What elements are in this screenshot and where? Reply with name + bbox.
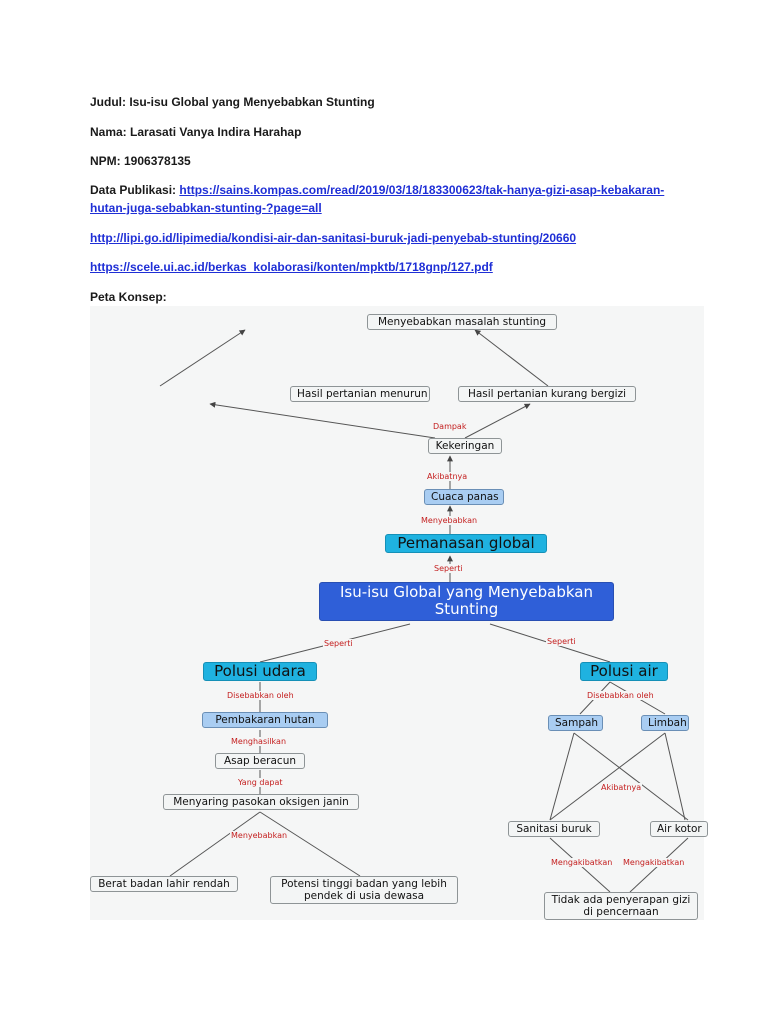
label-menghasilkan: Menghasilkan	[231, 737, 287, 746]
label-disebabkan-left: Disebabkan oleh	[227, 691, 294, 700]
node-kekeringan[interactable]: Kekeringan	[428, 438, 502, 454]
doc-title: Judul: Isu-isu Global yang Menyebabkan Stunting	[90, 95, 375, 109]
tidak-ada-line2: di pencernaan	[583, 906, 659, 919]
edge-kurangbergizi-to-masalah	[475, 330, 548, 386]
label-dampak: Dampak	[433, 422, 467, 431]
concept-map	[90, 306, 704, 920]
node-sanitasi-buruk[interactable]: Sanitasi buruk	[508, 821, 600, 837]
doc-author-name: Nama: Larasati Vanya Indira Harahap	[90, 125, 302, 139]
node-limbah[interactable]: Limbah	[641, 715, 689, 731]
concept-map-heading: Peta Konsep:	[90, 290, 167, 304]
source-link-kompas-cont[interactable]: hutan-juga-sebabkan-stunting-?page=all	[90, 201, 322, 215]
edge-menyaring-to-potensi	[260, 812, 360, 876]
doc-publication-line	[90, 183, 664, 197]
node-pembakaran-hutan[interactable]: Pembakaran hutan	[202, 712, 328, 728]
central-topic-line1: Isu-isu Global yang Menyebabkan	[339, 583, 594, 601]
label-seperti-left: Seperti	[324, 639, 353, 648]
edge-sampah-to-sanitasi	[550, 733, 574, 820]
node-tidak-ada-penyerapan[interactable]	[544, 892, 698, 920]
label-menyebabkan-top: Menyebabkan	[421, 516, 478, 525]
node-pemanasan-global[interactable]: Pemanasan global	[385, 534, 547, 553]
source-link-kompas[interactable]: https://sains.kompas.com/read/2019/03/18/183300623/tak-hanya-gizi-asap-kebakaran-	[179, 183, 665, 197]
node-asap-beracun[interactable]: Asap beracun	[215, 753, 305, 769]
label-disebabkan-right: Disebabkan oleh	[587, 691, 654, 700]
label-akibatnya-top: Akibatnya	[427, 472, 468, 481]
node-central-topic[interactable]	[319, 582, 614, 621]
central-topic-line2: Stunting	[434, 600, 499, 619]
node-potensi-tinggi-badan[interactable]	[270, 876, 458, 904]
edge-kekeringan-to-kurangbergizi	[465, 404, 530, 438]
node-cuaca-panas[interactable]: Cuaca panas	[424, 489, 504, 505]
potensi-line2: pendek di usia dewasa	[303, 890, 425, 903]
node-berat-badan-rendah[interactable]: Berat badan lahir rendah	[90, 876, 238, 892]
node-hasil-pertanian-kurang-bergizi[interactable]: Hasil pertanian kurang bergizi	[458, 386, 636, 402]
potensi-line1: Potensi tinggi badan yang lebih	[281, 878, 447, 890]
node-sampah[interactable]: Sampah	[548, 715, 603, 731]
node-menyaring-oksigen[interactable]: Menyaring pasokan oksigen janin	[163, 794, 359, 810]
node-polusi-air[interactable]: Polusi air	[580, 662, 668, 681]
source-link-lipi[interactable]: http://lipi.go.id/lipimedia/kondisi-air-dan-sanitasi-buruk-jadi-penyebab-stunting/20660	[90, 231, 577, 245]
label-akibatnya-right: Akibatnya	[601, 783, 642, 792]
doc-link-lipi-line	[90, 231, 576, 245]
edge-limbah-to-sanitasi	[550, 733, 665, 820]
node-masalah-stunting[interactable]: Menyebabkan masalah stunting	[367, 314, 557, 330]
publication-label: Data Publikasi:	[90, 183, 177, 197]
label-seperti-center: Seperti	[434, 564, 463, 573]
node-hasil-pertanian-menurun[interactable]: Hasil pertanian menurun	[290, 386, 430, 402]
label-seperti-right: Seperti	[547, 637, 576, 646]
doc-publication-line-cont	[90, 201, 322, 215]
edge-sanitasi-to-airkotor	[574, 733, 688, 820]
node-air-kotor[interactable]: Air kotor	[650, 821, 708, 837]
source-link-scele[interactable]: https://scele.ui.ac.id/berkas_kolaborasi/konten/mpktb/1718gnp/127.pdf	[90, 260, 493, 274]
node-polusi-udara[interactable]: Polusi udara	[203, 662, 317, 681]
label-mengakibatkan-right: Mengakibatkan	[623, 858, 685, 867]
label-menyebabkan-left: Menyebabkan	[231, 831, 288, 840]
edge-limbah-to-airkotor	[665, 733, 685, 820]
doc-link-scele-line	[90, 260, 493, 274]
label-mengakibatkan-left: Mengakibatkan	[551, 858, 613, 867]
tidak-ada-line1: Tidak ada penyerapan gizi	[551, 894, 691, 906]
edge-kekeringan-to-menurun	[210, 404, 435, 438]
edge-menyaring-to-berat	[170, 812, 260, 876]
edge-menurun-to-masalah	[160, 330, 245, 386]
label-yang-dapat: Yang dapat	[238, 778, 283, 787]
doc-npm: NPM: 1906378135	[90, 154, 191, 168]
